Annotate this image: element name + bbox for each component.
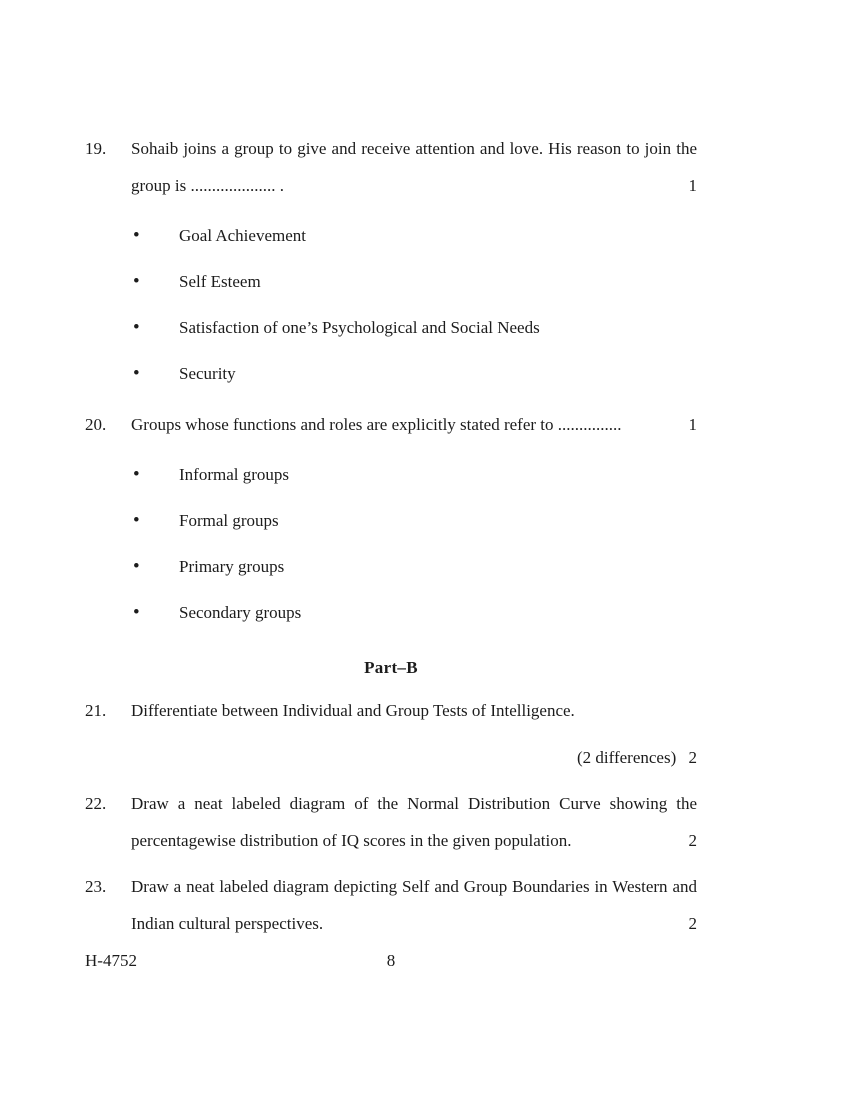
option-item <box>131 452 697 498</box>
option-label: Self Esteem <box>179 272 261 291</box>
bullet-icon: • <box>133 317 140 338</box>
option-label: Goal Achievement <box>179 226 306 245</box>
bullet-icon: • <box>133 556 140 577</box>
question-22 <box>85 785 697 859</box>
page-footer <box>85 946 697 976</box>
section-title-part-b: Part–B <box>364 658 418 677</box>
question-19-options <box>131 213 697 397</box>
marks-value: 2 <box>688 831 697 850</box>
question-20 <box>85 406 697 443</box>
question-23 <box>85 868 697 942</box>
question-body <box>131 692 697 729</box>
question-text: Sohaib joins a group to give and receive attention and love. His reason to join the group is .................... . <box>131 139 697 195</box>
bullet-icon: • <box>133 363 140 384</box>
question-text: Draw a neat labeled diagram depicting Self and Group Boundaries in Western and Indian cultural perspectives. <box>131 877 697 933</box>
question-number: 21. <box>85 701 107 720</box>
question-text: Draw a neat labeled diagram of the Normal Distribution Curve showing the percentagewise distribution of IQ scores in the given population. <box>131 794 697 850</box>
option-item <box>131 498 697 544</box>
marks-value: 1 <box>688 415 697 434</box>
question-body <box>131 406 697 443</box>
question-20-options <box>131 452 697 636</box>
option-item <box>131 544 697 590</box>
option-item <box>131 305 697 351</box>
bullet-icon: • <box>133 464 140 485</box>
question-number: 23. <box>85 877 107 896</box>
paper-code: H-4752 <box>85 951 137 970</box>
bullet-icon: • <box>133 510 140 531</box>
option-item <box>131 213 697 259</box>
question-number: 20. <box>85 415 107 434</box>
option-label: Formal groups <box>179 511 279 530</box>
option-item <box>131 590 697 636</box>
marks-value: 2 <box>688 914 697 933</box>
bullet-icon: • <box>133 225 140 246</box>
marks-value: 1 <box>688 176 697 195</box>
question-body <box>131 868 697 942</box>
question-21-marks-line <box>85 739 697 776</box>
option-item <box>131 259 697 305</box>
option-label: Satisfaction of one’s Psychological and Social Needs <box>179 318 540 337</box>
question-21 <box>85 692 697 729</box>
page-content <box>85 130 697 951</box>
bullet-icon: • <box>133 602 140 623</box>
option-item <box>131 351 697 397</box>
marks-value: 2 <box>688 748 697 767</box>
question-body <box>131 130 697 204</box>
option-label: Informal groups <box>179 465 290 484</box>
question-body <box>131 785 697 859</box>
page-number: 8 <box>386 951 396 970</box>
option-label: Security <box>179 364 236 383</box>
question-number: 22. <box>85 794 107 813</box>
question-number: 19. <box>85 139 107 158</box>
option-label: Primary groups <box>179 557 285 576</box>
option-label: Secondary groups <box>179 603 302 622</box>
question-text: Differentiate between Individual and Group Tests of Intelligence. <box>131 701 575 720</box>
question-text: Groups whose functions and roles are explicitly stated refer to ............... <box>131 415 622 434</box>
bullet-icon: • <box>133 271 140 292</box>
marks-note: (2 differences) <box>576 748 677 767</box>
question-19 <box>85 130 697 204</box>
